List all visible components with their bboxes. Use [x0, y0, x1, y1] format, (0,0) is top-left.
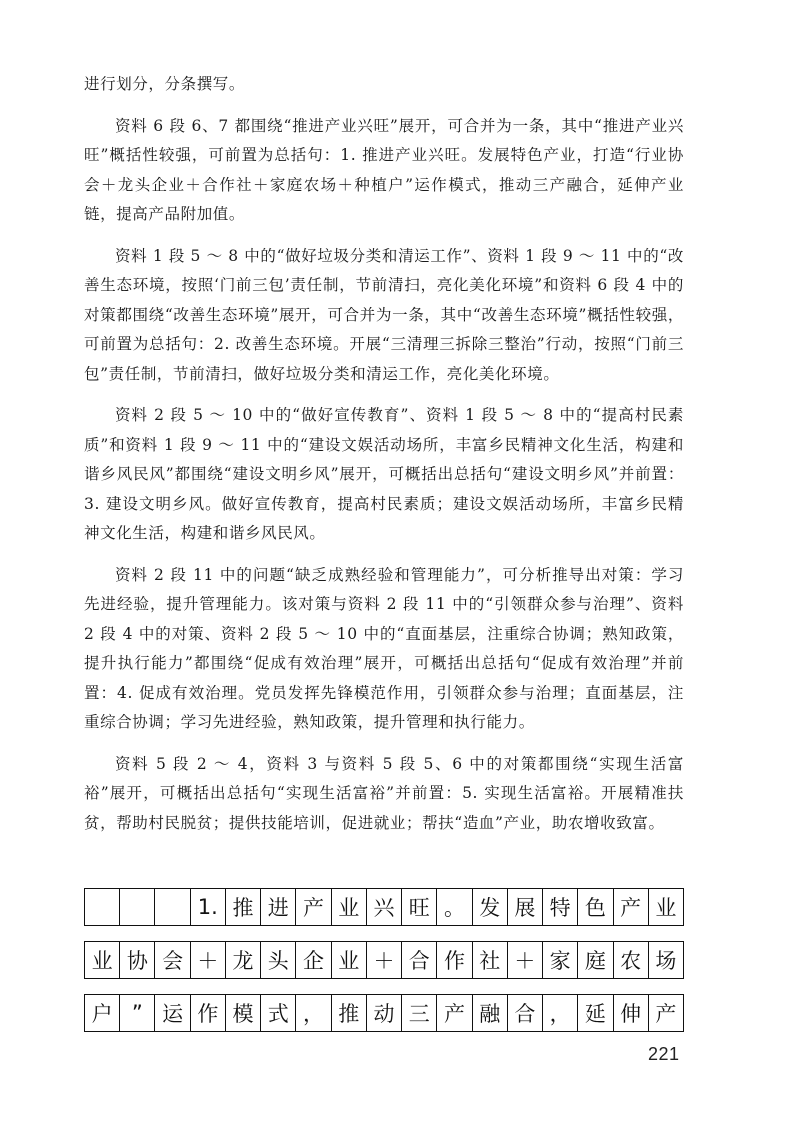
- grid-cell: 合: [402, 942, 437, 978]
- grid-row: [84, 994, 684, 1032]
- grid-cell: 运: [155, 995, 190, 1031]
- grid-cell: 作: [437, 942, 472, 978]
- grid-row: [84, 888, 684, 926]
- grid-cell: 式: [261, 995, 296, 1031]
- grid-cell: 旺: [402, 889, 437, 925]
- grid-cell: 伸: [614, 995, 649, 1031]
- grid-cell: [85, 889, 120, 925]
- answer-grid: [84, 888, 684, 1047]
- grid-cell: 会: [155, 942, 190, 978]
- paragraph: 资料 6 段 6、7 都围绕“推进产业兴旺”展开，可合并为一条，其中“推进产业兴旺”概括性较强，可前置为总括句：1. 推进产业兴旺。发展特色产业，打造“行业协会＋龙头企业＋合作社＋家庭农场＋种植户”运作模式，推动三产融合，延伸产业链，提高产品附加值。: [84, 116, 684, 223]
- grid-cell: 模: [226, 995, 261, 1031]
- page-number: 221: [648, 1044, 680, 1064]
- grid-cell: 龙: [226, 942, 261, 978]
- grid-cell: ＋: [191, 942, 226, 978]
- grid-cell: 业: [85, 942, 120, 978]
- grid-cell: 协: [120, 942, 155, 978]
- grid-cell: 合: [508, 995, 543, 1031]
- grid-cell: ＋: [367, 942, 402, 978]
- grid-cell: 。: [437, 889, 472, 925]
- grid-cell: 业: [332, 942, 367, 978]
- grid-cell: 户: [85, 995, 120, 1031]
- grid-cell: 推: [332, 995, 367, 1031]
- grid-cell: [155, 889, 190, 925]
- grid-cell: 业: [649, 889, 684, 925]
- grid-cell: 产: [614, 889, 649, 925]
- grid-cell: 产: [649, 995, 684, 1031]
- grid-cell: 进: [261, 889, 296, 925]
- body-text: [84, 70, 684, 850]
- grid-cell: 延: [578, 995, 613, 1031]
- paragraph: 资料 2 段 11 中的问题“缺乏成熟经验和管理能力”，可分析推导出对策：学习先进经验，提升管理能力。该对策与资料 2 段 11 中的“引领群众参与治理”、资料 2 段 4 中的对策、资料 2 段 5 ～ 10 中的“直面基层，注重综合协调；熟知政策，提升执行能力”都围绕“促成有效治理”展开，可概括出总括句“促成有效治理”并前置：4. 促成有效治理。党员发挥先锋模范作用，引领群众参与治理；直面基层，注重综合协调；学习先进经验，熟知政策，提升管理和执行能力。: [84, 565, 684, 731]
- grid-cell: 头: [261, 942, 296, 978]
- paragraph: 资料 2 段 5 ～ 10 中的“做好宣传教育”、资料 1 段 5 ～ 8 中的“提高村民素质”和资料 1 段 9 ～ 11 中的“建设文娱活动场所，丰富乡民精神文化生活，构建和谐乡风民风”都围绕“建设文明乡风”展开，可概括出总括句“建设文明乡风”并前置：3. 建设文明乡风。做好宣传教育，提高村民素质；建设文娱活动场所，丰富乡民精神文化生活，构建和谐乡风民风。: [84, 406, 684, 542]
- grid-cell: 发: [473, 889, 508, 925]
- grid-row: [84, 941, 684, 979]
- grid-cell: 三: [402, 995, 437, 1031]
- grid-cell: 产: [296, 889, 331, 925]
- grid-cell: 业: [332, 889, 367, 925]
- grid-cell: 社: [473, 942, 508, 978]
- grid-cell: ，: [296, 995, 331, 1031]
- grid-cell: 色: [578, 889, 613, 925]
- grid-cell: 作: [191, 995, 226, 1031]
- grid-cell: 特: [543, 889, 578, 925]
- paragraph: 进行划分，分条撰写。: [84, 75, 246, 93]
- grid-cell: 兴: [367, 889, 402, 925]
- paragraph: 资料 1 段 5 ～ 8 中的“做好垃圾分类和清运工作”、资料 1 段 9 ～ 11 中的“改善生态环境，按照‘门前三包’责任制，节前清扫，亮化美化环境”和资料 6 段 4 中的对策都围绕“改善生态环境”展开，可合并为一条，其中“改善生态环境”概括性较强，可前置为总括句：2. 改善生态环境。开展“三清理三拆除三整治”行动，按照“门前三包”责任制，节前清扫，做好垃圾分类和清运工作，亮化美化环境。: [84, 246, 684, 383]
- grid-cell: ”: [120, 995, 155, 1031]
- grid-cell: 推: [226, 889, 261, 925]
- grid-cell: 动: [367, 995, 402, 1031]
- grid-cell: ，: [543, 995, 578, 1031]
- grid-cell: 家: [543, 942, 578, 978]
- grid-cell: ＋: [508, 942, 543, 978]
- grid-cell: 融: [473, 995, 508, 1031]
- grid-cell: 庭: [578, 942, 613, 978]
- grid-cell: 产: [437, 995, 472, 1031]
- paragraph: 资料 5 段 2 ～ 4，资料 3 与资料 5 段 5、6 中的对策都围绕“实现生活富裕”展开，可概括出总括句“实现生活富裕”并前置：5. 实现生活富裕。开展精准扶贫，帮助村民脱贫；提供技能培训，促进就业；帮扶“造血”产业，助农增收致富。: [84, 754, 684, 832]
- grid-cell: [120, 889, 155, 925]
- grid-cell: 场: [649, 942, 684, 978]
- grid-cell: 农: [614, 942, 649, 978]
- grid-cell: 1.: [191, 889, 226, 925]
- grid-cell: 展: [508, 889, 543, 925]
- grid-cell: 企: [296, 942, 331, 978]
